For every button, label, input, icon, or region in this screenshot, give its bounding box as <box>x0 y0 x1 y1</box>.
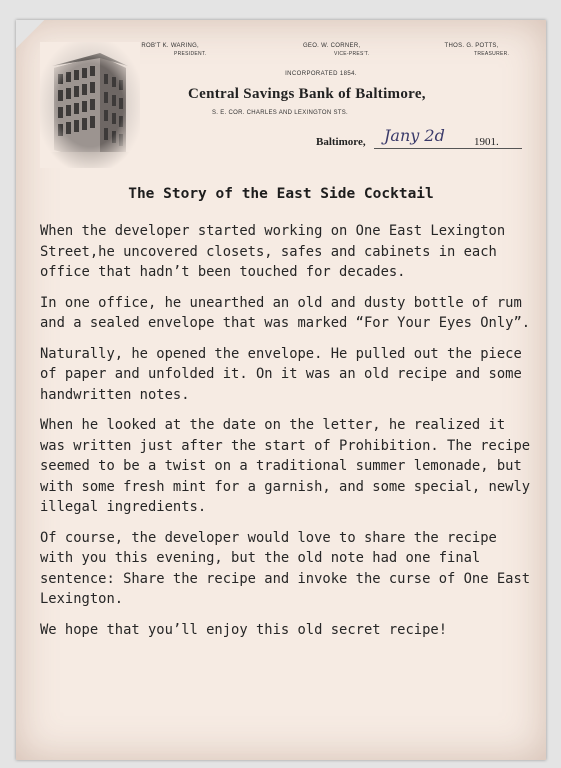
paragraph: When he looked at the date on the letter, he realized it was written just after the start of Prohibition. The recipe seemed to be a twist on a traditional summer lemonade, but with some fresh mint for a garnish, and some special, newly illegal ingredients. <box>40 417 531 515</box>
document-title: The Story of the East Side Cocktail <box>128 186 434 202</box>
paragraph: We hope that you’ll enjoy this old secret recipe! <box>40 621 448 638</box>
officer-title: TREASURER. <box>474 51 510 57</box>
letter-paper <box>16 20 546 760</box>
year: 1901. <box>474 136 499 148</box>
handwritten-date: Jany 2d <box>384 126 445 145</box>
paragraph: Naturally, he opened the envelope. He pulled out the piece of paper and unfolded it. On it was an old recipe and some handwritten notes. <box>40 345 522 403</box>
date-line <box>316 126 526 154</box>
paragraph: Of course, the developer would love to share the recipe with you this evening, but the old note had one final sentence: Share the recipe and invoke the curse of One East Lexington. <box>40 529 531 607</box>
date-underline <box>374 148 522 149</box>
officer-title: VICE-PRES'T. <box>334 51 370 57</box>
officer-treasurer <box>434 42 509 58</box>
bank-address: S. E. COR. CHARLES AND LEXINGTON STS. <box>212 110 349 116</box>
bank-name: Central Savings Bank of Baltimore, <box>188 86 426 102</box>
paragraph: In one office, he unearthed an old and dusty bottle of rum and a sealed envelope that was marked “For Your Eyes Only”. <box>40 294 531 331</box>
incorporated-line: INCORPORATED 1854. <box>285 71 357 77</box>
paragraph: When the developer started working on One East Lexington Street,he uncovered closets, safes and cabinets in each office that hadn’t been touched for decades. <box>40 223 506 280</box>
bank-building-engraving <box>40 42 140 168</box>
officer-vice-president <box>294 42 369 58</box>
story-body <box>40 221 532 650</box>
city-label: Baltimore, <box>316 136 366 148</box>
officer-president <box>134 42 206 58</box>
officer-name: GEO. W. CORNER, <box>302 43 361 49</box>
officer-name: THOS. G. POTTS, <box>444 43 499 49</box>
officer-name: ROB'T K. WARING, <box>141 43 200 49</box>
officer-title: PRESIDENT. <box>174 51 207 57</box>
